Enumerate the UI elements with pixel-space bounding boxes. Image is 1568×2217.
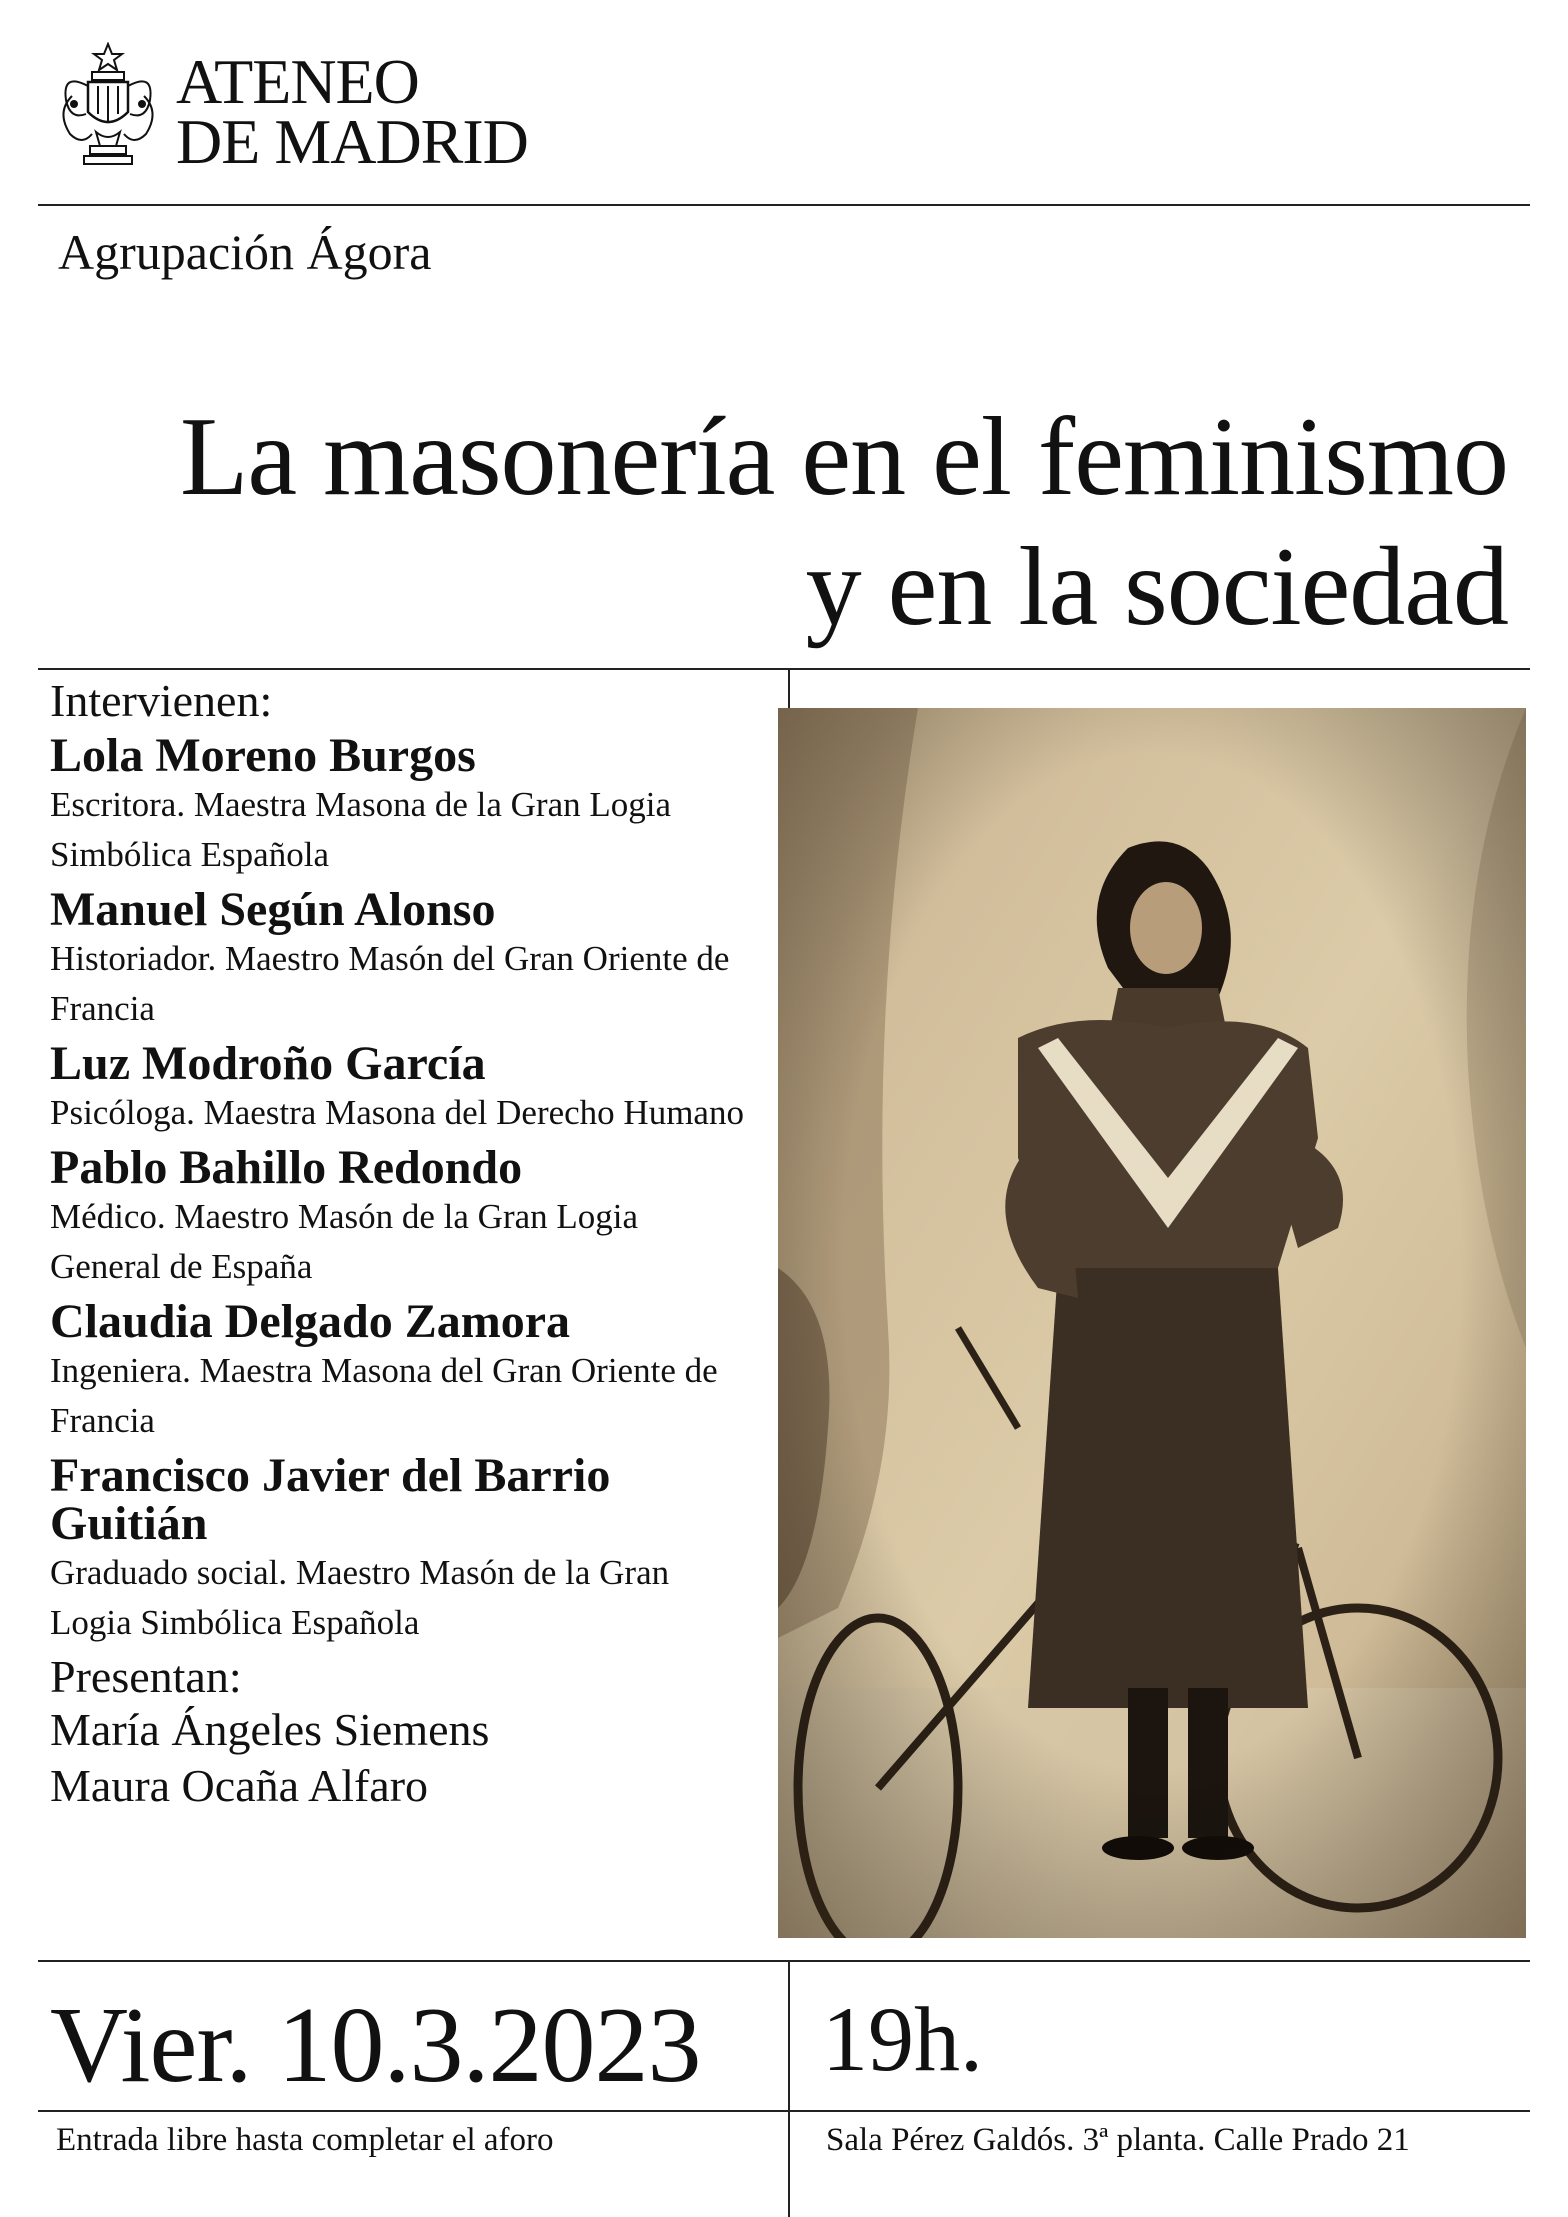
entry-note: Entrada libre hasta completar el aforo	[56, 2122, 554, 2158]
ateneo-crest-icon	[52, 42, 164, 168]
speakers-label: Intervienen:	[50, 675, 273, 726]
speaker-name: Manuel Según Alonso	[50, 883, 496, 936]
speaker-description: Ingeniera. Maestra Masona del Gran Oriente de Francia	[50, 1351, 718, 1440]
event-time: 19h.	[822, 1988, 983, 2090]
venue-address: Sala Pérez Galdós. 3ª planta. Calle Prado 21	[826, 2122, 1410, 2158]
speaker-description: Escritora. Maestra Masona de la Gran Logia Simbólica Española	[50, 785, 672, 874]
brand-line-1: ATENEO	[176, 46, 419, 117]
event-title	[38, 392, 1508, 652]
divider-title	[38, 668, 1530, 670]
group-name: Agrupación Ágora	[58, 224, 432, 280]
divider-bottom-1	[38, 1960, 1530, 1962]
speakers-block	[50, 676, 770, 1814]
divider-vertical-bottom	[788, 1960, 790, 2217]
vintage-photo	[778, 708, 1526, 1938]
speaker-name: Claudia Delgado Zamora	[50, 1295, 571, 1348]
title-line-1: La masonería en el feminismo	[180, 395, 1508, 519]
speaker-description: Historiador. Maestro Masón del Gran Oriente de Francia	[50, 939, 730, 1028]
speaker-description: Graduado social. Maestro Masón de la Gran Logia Simbólica Española	[50, 1553, 670, 1642]
speaker-name: Pablo Bahillo Redondo	[50, 1141, 523, 1194]
speaker-description: Médico. Maestro Masón de la Gran Logia General de España	[50, 1197, 639, 1286]
presenter-name: María Ángeles Siemens	[50, 1704, 490, 1755]
divider-bottom-2	[38, 2110, 1530, 2112]
brand-name	[176, 46, 528, 177]
divider-vertical-top	[788, 668, 790, 708]
divider-top	[38, 204, 1530, 206]
speaker-name: Lola Moreno Burgos	[50, 729, 476, 782]
brand-line-2: DE MADRID	[176, 106, 528, 177]
speaker-name: Francisco Javier del Barrio Guitián	[50, 1449, 611, 1550]
speaker-name: Luz Modroño García	[50, 1037, 486, 1090]
speaker-description: Psicóloga. Maestra Masona del Derecho Humano	[50, 1093, 744, 1132]
event-date: Vier. 10.3.2023	[50, 1986, 701, 2105]
presenter-name: Maura Ocaña Alfaro	[50, 1760, 429, 1811]
title-line-2: y en la sociedad	[805, 525, 1508, 649]
presenters-label: Presentan:	[50, 1651, 242, 1702]
